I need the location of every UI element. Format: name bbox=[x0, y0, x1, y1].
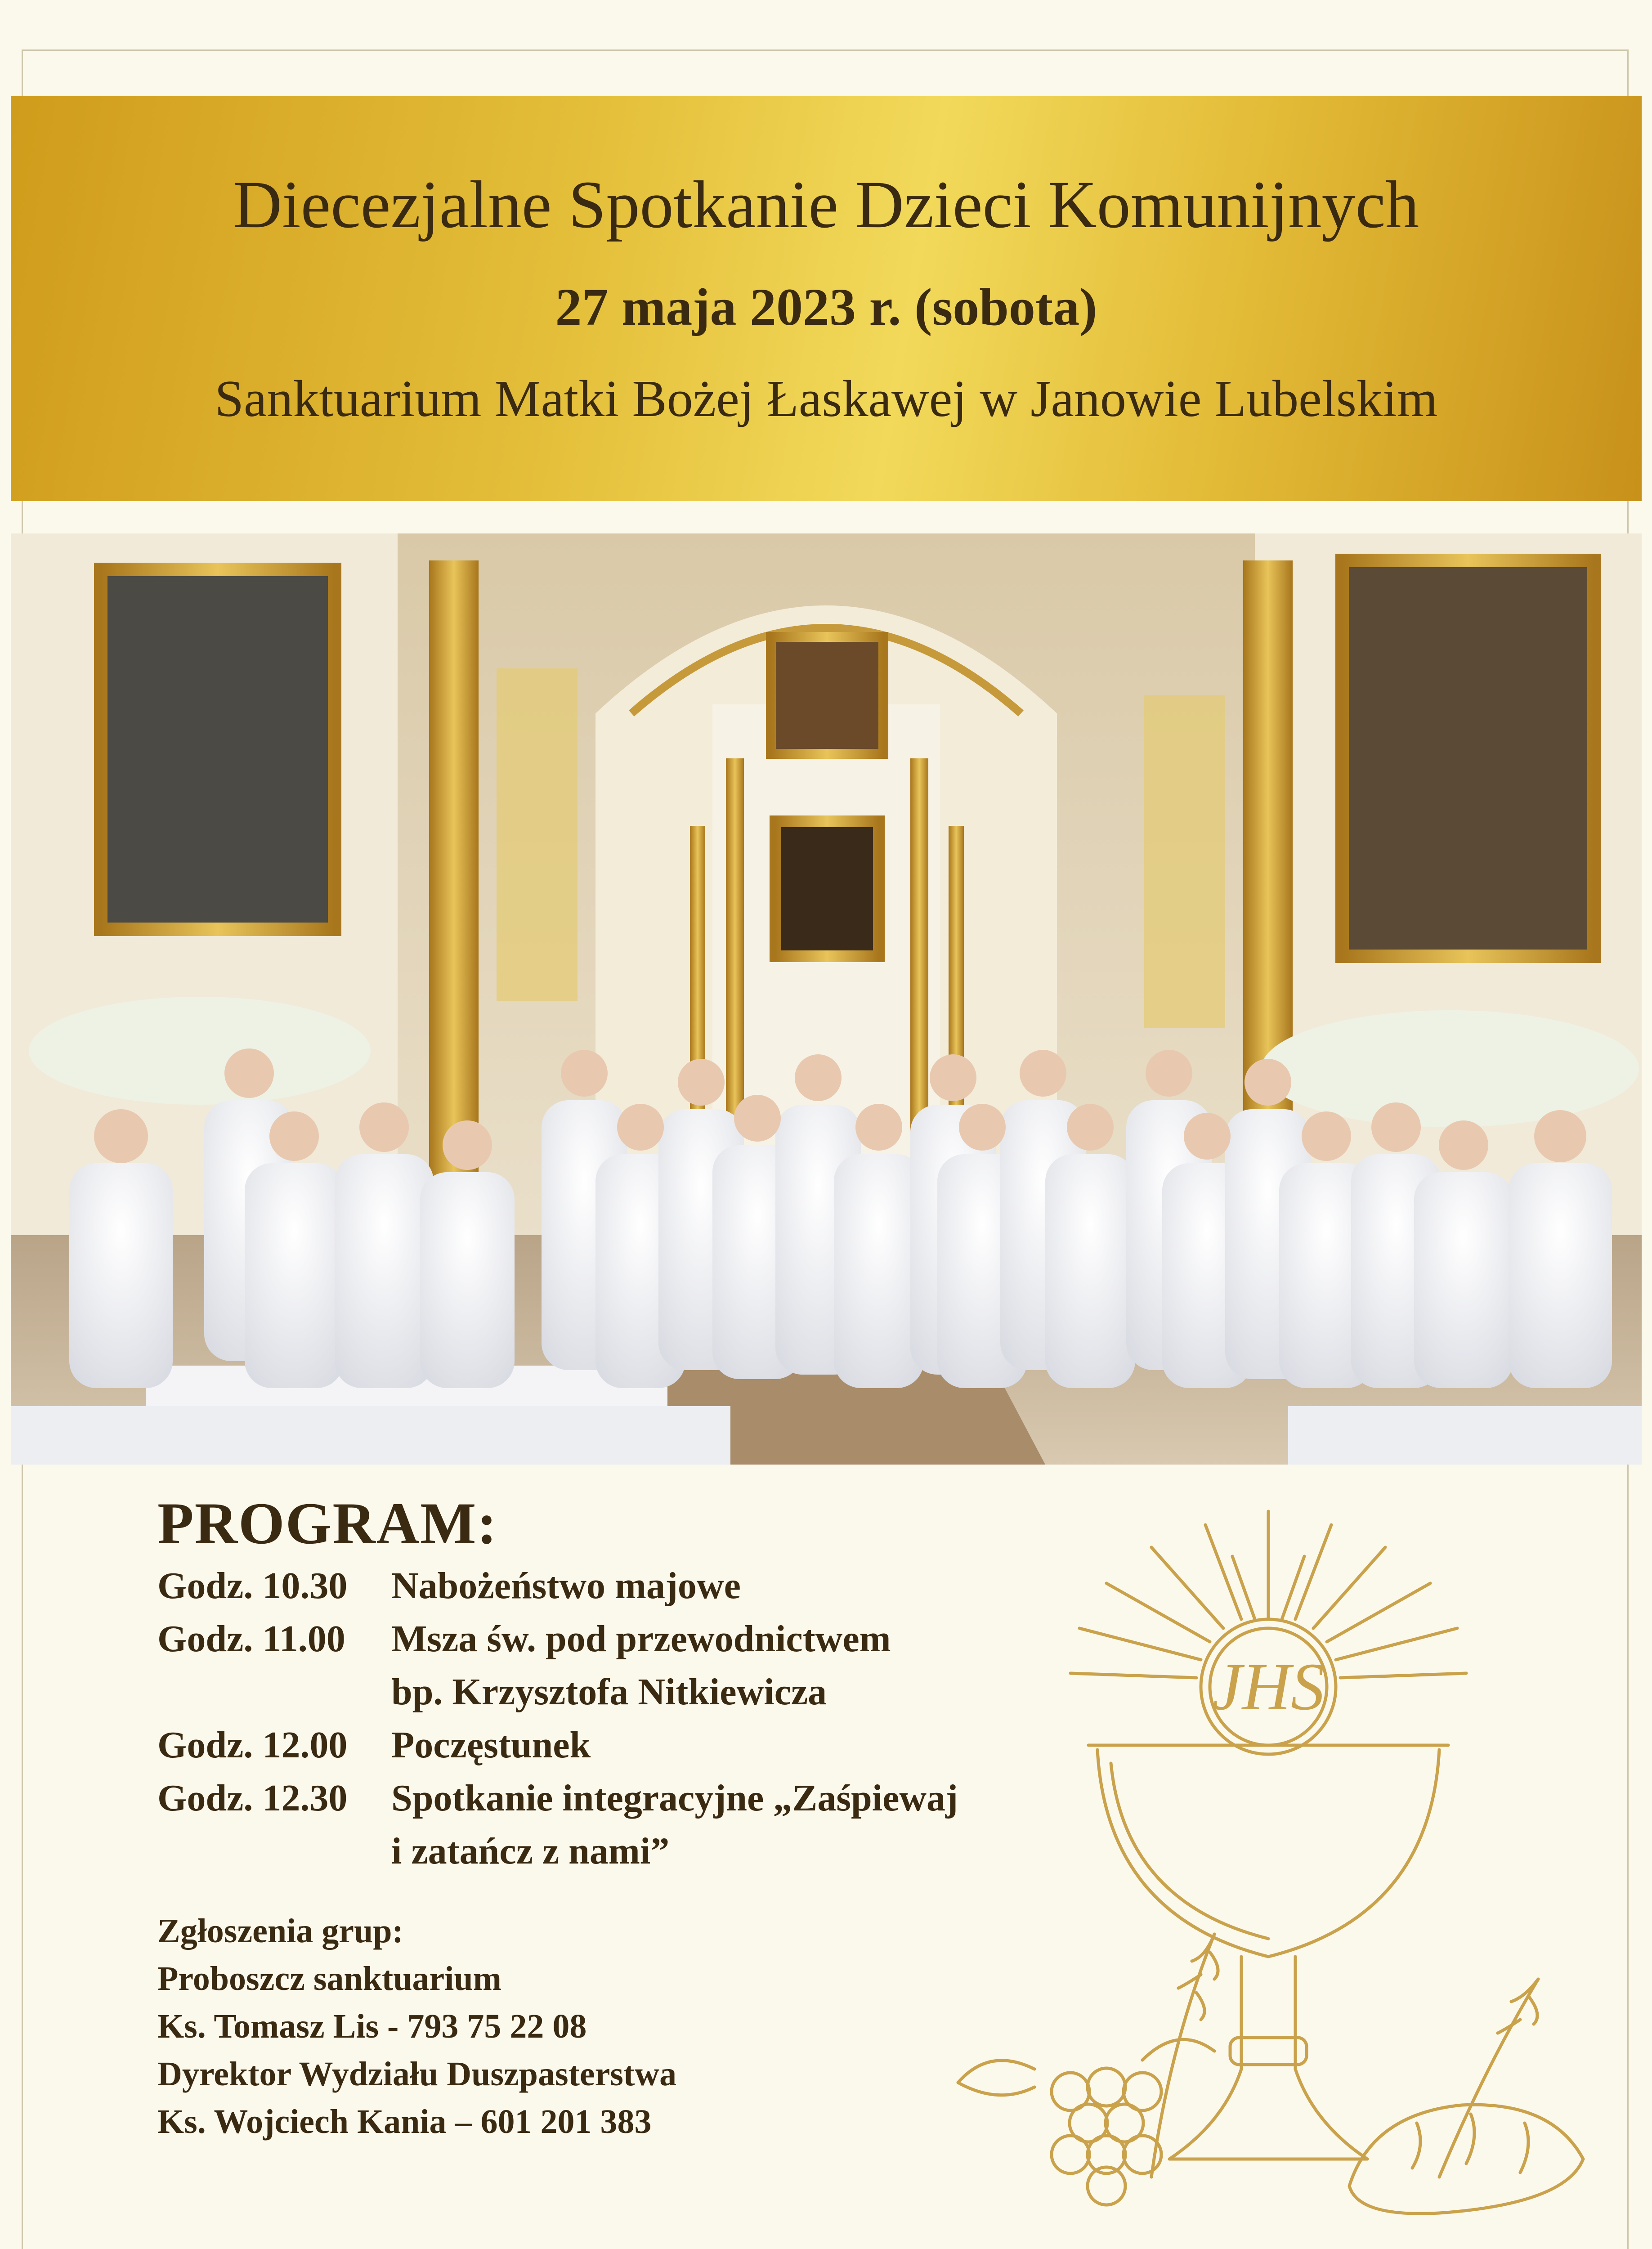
program-time: Godz. 12.00 bbox=[157, 1724, 348, 1766]
jhs-monogram: JHS bbox=[1212, 1649, 1325, 1724]
contacts-heading: Zgłoszenia grup: bbox=[157, 1912, 403, 1950]
event-date: 27 maja 2023 r. (sobota) bbox=[555, 277, 1097, 336]
program-desc: Nabożeństwo majowe bbox=[391, 1565, 741, 1607]
contact-role: Proboszcz sanktuarium bbox=[157, 1960, 501, 1998]
chalice-icon bbox=[900, 1484, 1637, 2249]
contact-person: Ks. Tomasz Lis - 793 75 22 08 bbox=[157, 2007, 587, 2045]
program-desc: Spotkanie integracyjne „Zaśpiewaj bbox=[391, 1777, 958, 1819]
church-interior-illustration bbox=[11, 533, 1642, 1465]
program-heading: PROGRAM: bbox=[157, 1490, 498, 1556]
event-place: Sanktuarium Matki Bożej Łaskawej w Janowie Lubelskim bbox=[215, 370, 1438, 428]
church-photo bbox=[11, 533, 1642, 1465]
contact-role: Dyrektor Wydziału Duszpasterstwa bbox=[157, 2055, 677, 2093]
program-time: Godz. 12.30 bbox=[157, 1777, 348, 1819]
grapes bbox=[958, 2039, 1214, 2205]
event-title: Diecezjalne Spotkanie Dzieci Komunijnych bbox=[233, 167, 1419, 242]
program-desc: i zatańcz z nami” bbox=[391, 1830, 670, 1872]
contacts-section bbox=[157, 1907, 676, 2146]
contact-person: Ks. Wojciech Kania – 601 201 383 bbox=[157, 2103, 652, 2141]
program-time: Godz. 10.30 bbox=[157, 1565, 348, 1607]
program-time: Godz. 11.00 bbox=[157, 1618, 345, 1660]
header-banner bbox=[11, 96, 1642, 501]
program-desc: Poczęstunek bbox=[391, 1724, 591, 1766]
program-desc: bp. Krzysztofa Nitkiewicza bbox=[391, 1671, 827, 1713]
program-desc: Msza św. pod przewodnictwem bbox=[391, 1618, 891, 1660]
